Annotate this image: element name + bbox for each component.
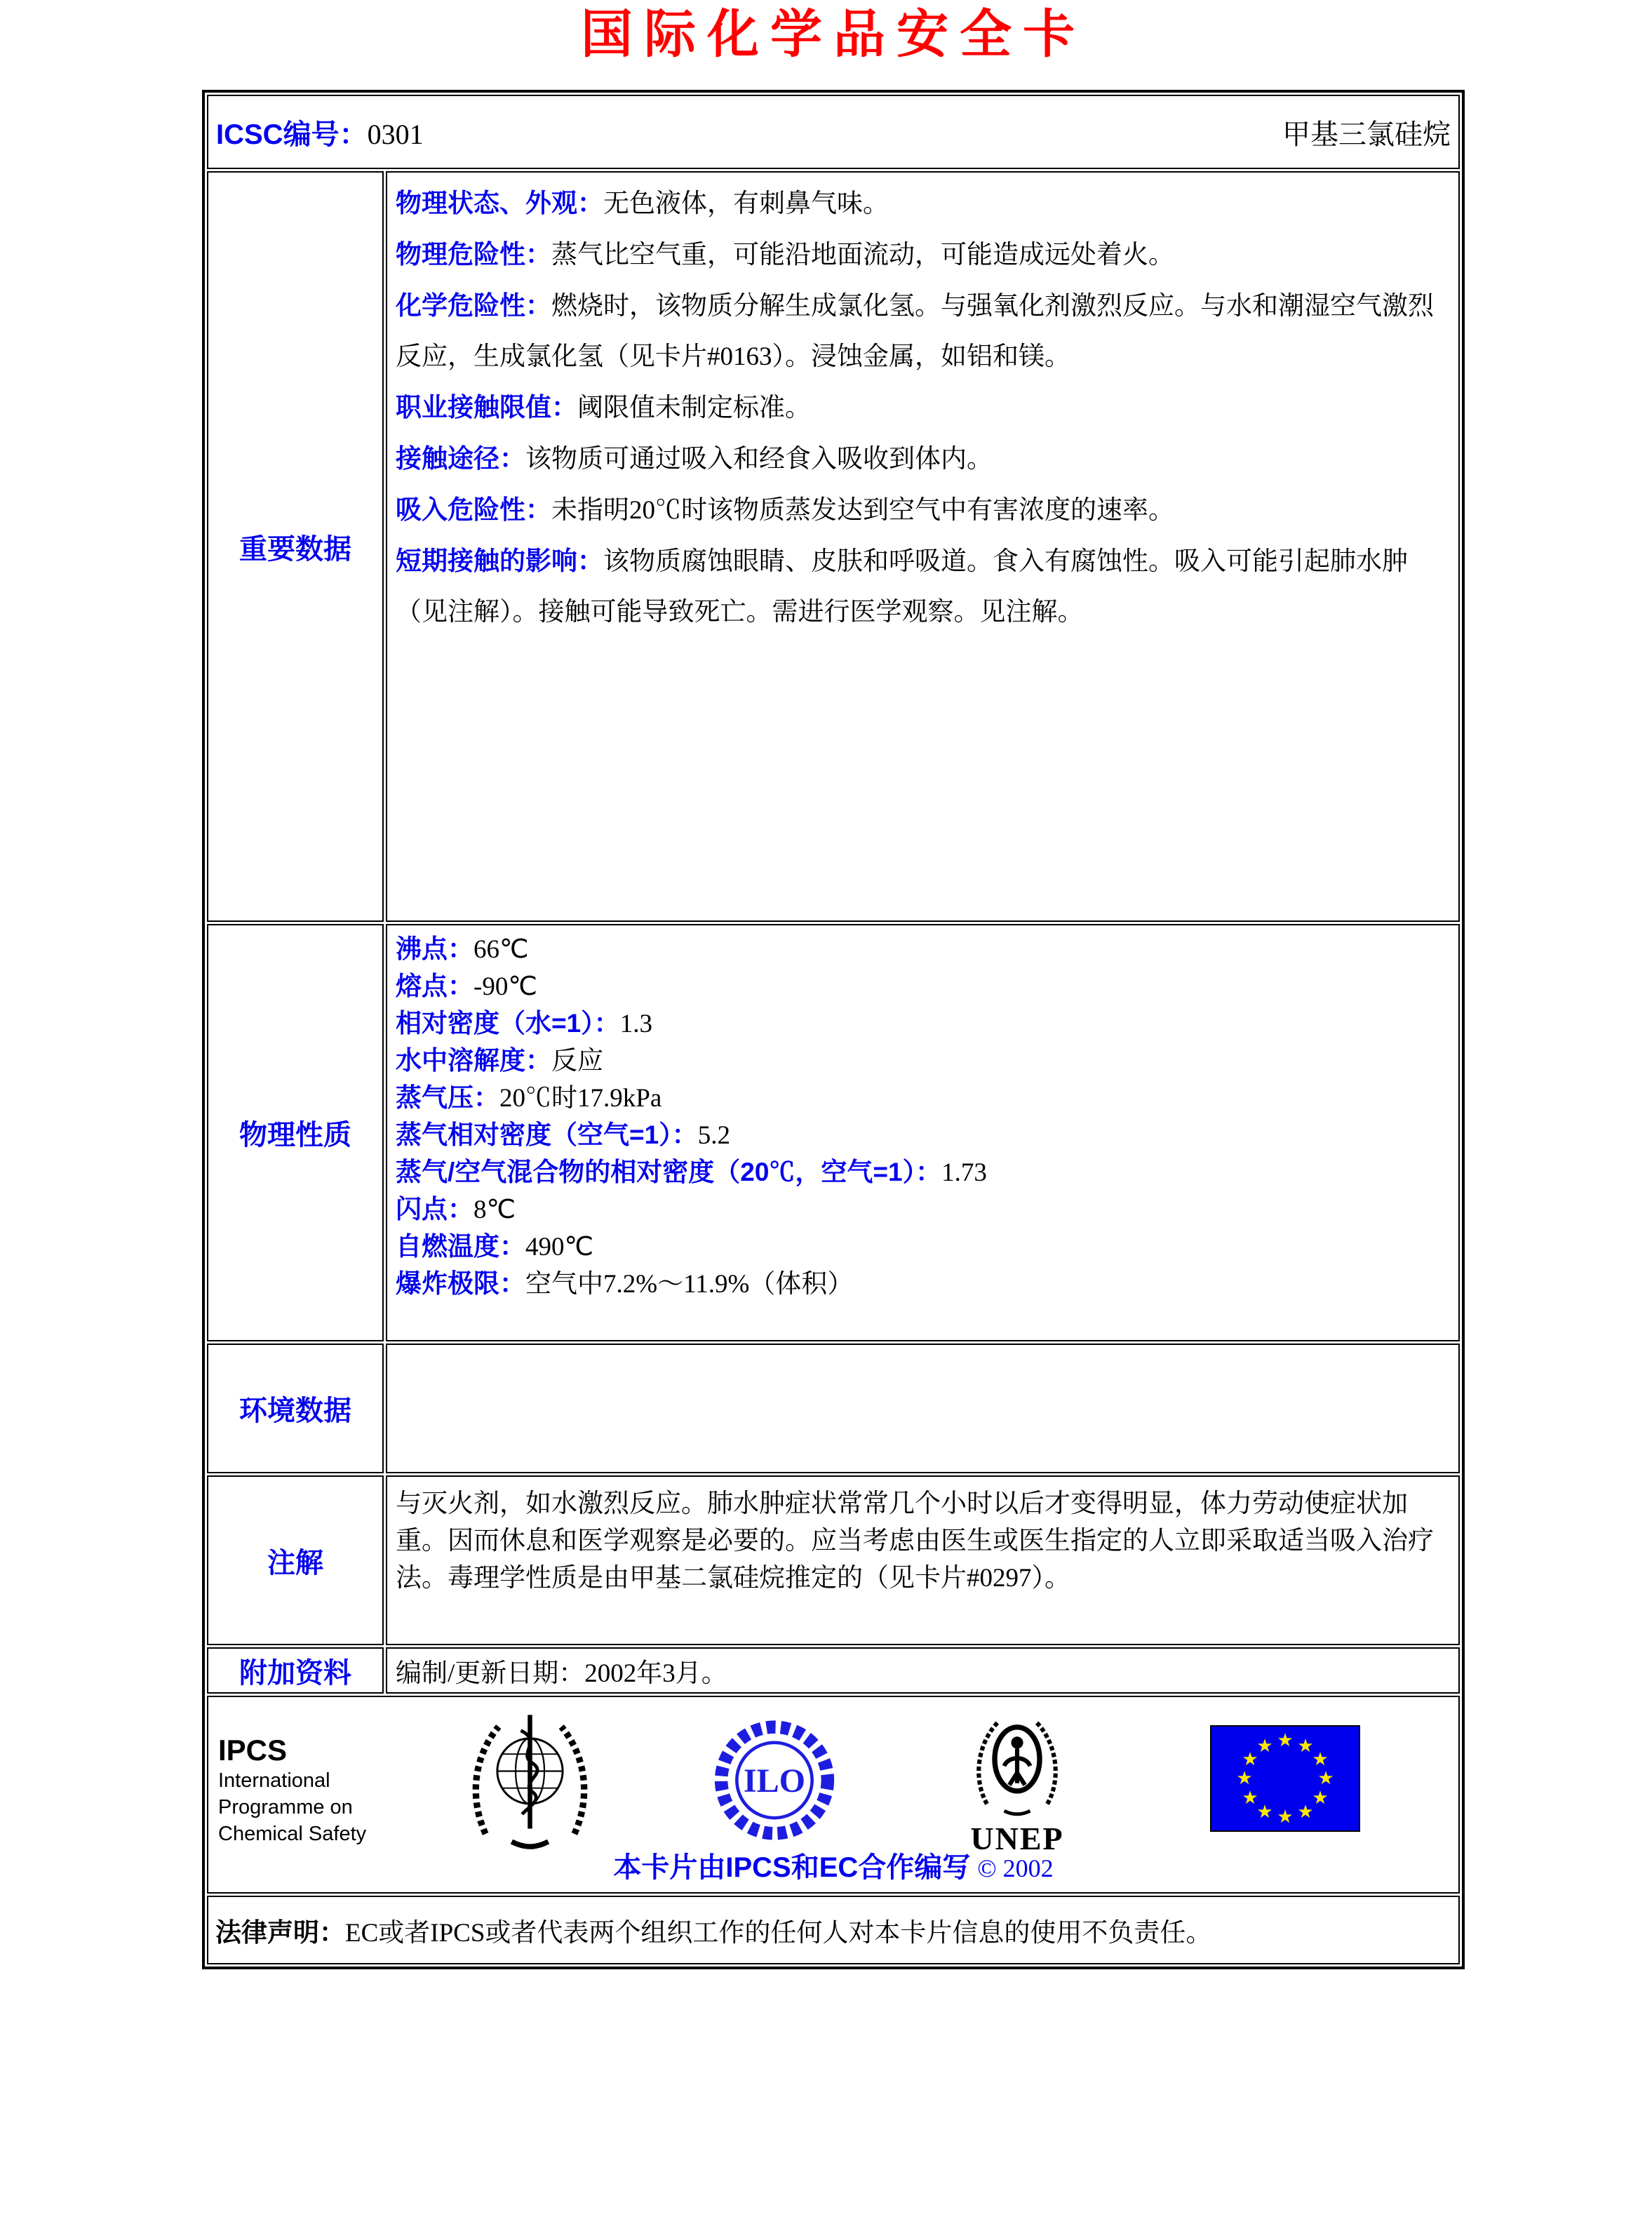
caption-text: 本卡片由IPCS和EC合作编写: [613, 1852, 971, 1883]
legal-row: [207, 1896, 1460, 1964]
item-label: 短期接触的影响：: [396, 547, 603, 575]
ipcs-name-line: International: [218, 1769, 330, 1793]
eu-star: ★: [1312, 1749, 1329, 1770]
item-text: 阈限值未制定标准。: [577, 394, 811, 422]
copyright-text: © 2002: [977, 1854, 1054, 1882]
icsc-number-group: [216, 112, 424, 152]
item-label: 接触途径：: [396, 444, 525, 473]
ipcs-name-line: Programme on: [218, 1796, 353, 1819]
item-text: 未指明20℃时该物质蒸发达到空气中有害浓度的速率。: [551, 496, 1174, 525]
header-cell: [207, 95, 1460, 169]
item-label: 蒸气压：: [396, 1083, 499, 1112]
eu-star: ★: [1242, 1788, 1258, 1809]
physical-properties-row: [207, 924, 1460, 1341]
physical-property-item: [396, 1117, 1450, 1154]
physical-property-item: [396, 1005, 1450, 1043]
item-label: 爆炸极限：: [396, 1269, 525, 1298]
item-label: 水中溶解度：: [396, 1046, 551, 1075]
item-label: 吸入危险性：: [396, 495, 551, 524]
item-text: 5.2: [697, 1121, 730, 1150]
row-label-additional-info: 附加资料: [207, 1647, 384, 1694]
item-text: 该物质可通过吸入和经食入吸收到体内。: [525, 445, 993, 474]
footer-caption: [208, 1845, 1458, 1885]
icsc-card-table: [202, 90, 1465, 1969]
environmental-data-row: [207, 1344, 1460, 1473]
item-label: 化学危险性：: [396, 291, 551, 320]
item-text: 1.73: [941, 1158, 987, 1187]
important-data-item: [396, 536, 1450, 638]
icsc-number-label: ICSC编号：: [216, 119, 368, 150]
physical-property-item: [396, 1266, 1450, 1303]
physical-property-item: [396, 968, 1450, 1005]
header-row: [207, 95, 1460, 169]
environmental-data-content: [386, 1344, 1460, 1473]
item-text: 空气中7.2%～11.9%（体积）: [525, 1270, 854, 1299]
item-text: -90℃: [474, 972, 537, 1001]
additional-info-content: 编制/更新日期：2002年3月。: [386, 1647, 1460, 1694]
logos-cell: [207, 1696, 1460, 1894]
row-label-environmental-data: 环境数据: [207, 1344, 384, 1473]
unep-label: UNEP: [970, 1821, 1064, 1856]
physical-property-item: [396, 931, 1450, 968]
page-title: 国际化学品安全卡: [581, 5, 1086, 63]
eu-flag-icon: [1210, 1725, 1360, 1835]
eu-star: ★: [1277, 1730, 1294, 1751]
item-text: 66℃: [474, 935, 529, 964]
important-data-row: [207, 171, 1460, 922]
item-text: 490℃: [525, 1233, 594, 1261]
item-label: 职业接触限值：: [396, 393, 577, 422]
eu-star: ★: [1236, 1768, 1253, 1789]
legal-text: EC或者IPCS或者代表两个组织工作的任何人对本卡片信息的使用不负责任。: [345, 1919, 1212, 1948]
notes-text: 与灭火剂，如水激烈反应。肺水肿症状常常几个小时以后才变得明显，体力劳动使症状加重。因而休息和医学观察是必要的。应当考虑由医生或医生指定的人立即采取适当吸入治疗法。毒理学性质是由甲基二氯硅烷推定的（见卡片#0297）。: [396, 1489, 1434, 1593]
row-label-notes: 注解: [207, 1475, 384, 1645]
important-data-item: [396, 178, 1450, 229]
who-emblem-icon: [458, 1708, 602, 1856]
item-text: 20℃时17.9kPa: [499, 1084, 662, 1113]
row-label-physical-properties: 物理性质: [207, 924, 384, 1341]
unep-emblem-icon: [958, 1706, 1077, 1855]
important-data-content: [386, 171, 1460, 922]
item-label: 物理状态、外观：: [396, 189, 603, 217]
eu-star: ★: [1297, 1736, 1314, 1757]
eu-star: ★: [1256, 1802, 1273, 1823]
chemical-name: 甲基三氯硅烷: [1282, 118, 1451, 150]
item-text: 蒸气比空气重，可能沿地面流动，可能造成远处着火。: [551, 241, 1174, 269]
legal-label: 法律声明：: [215, 1918, 345, 1947]
important-data-item: [396, 229, 1450, 281]
physical-property-item: [396, 1228, 1450, 1266]
item-label: 闪点：: [396, 1195, 474, 1224]
item-label: 沸点：: [396, 935, 474, 963]
logos-row: [207, 1696, 1460, 1894]
ipcs-wordmark: [218, 1734, 366, 1847]
legal-cell: [207, 1896, 1460, 1964]
important-data-item: [396, 382, 1450, 434]
item-text: 燃烧时，该物质分解生成氯化氢。与强氧化剂激烈反应。与水和潮湿空气激烈反应，生成氯化氢（见卡片#0163）。浸蚀金属，如铝和镁。: [396, 292, 1434, 371]
physical-property-item: [396, 1080, 1450, 1117]
physical-property-item: [396, 1191, 1450, 1228]
item-label: 蒸气相对密度（空气=1）：: [396, 1120, 698, 1149]
eu-star: ★: [1317, 1768, 1334, 1789]
eu-star: ★: [1256, 1736, 1273, 1757]
item-label: 熔点：: [396, 972, 474, 1000]
item-label: 物理危险性：: [396, 240, 551, 269]
item-label: 自燃温度：: [396, 1232, 525, 1261]
physical-property-item: [396, 1154, 1450, 1191]
important-data-item: [396, 485, 1450, 536]
ipcs-name-line: Chemical Safety: [218, 1823, 367, 1846]
eu-star: ★: [1242, 1749, 1258, 1770]
icsc-number-value: 0301: [367, 118, 424, 150]
item-label: 相对密度（水=1）：: [396, 1009, 620, 1038]
item-label: 蒸气/空气混合物的相对密度（20℃，空气=1）：: [396, 1158, 942, 1186]
additional-info-row: [207, 1647, 1460, 1694]
notes-content: [386, 1475, 1460, 1645]
ipcs-acronym: IPCS: [218, 1734, 288, 1767]
row-label-important-data: 重要数据: [207, 171, 384, 922]
eu-star: ★: [1297, 1802, 1314, 1823]
important-data-item: [396, 281, 1450, 382]
ilo-emblem-icon: [708, 1715, 841, 1849]
item-text: 反应: [551, 1047, 603, 1076]
item-text: 1.3: [619, 1010, 652, 1038]
item-text: 该物质腐蚀眼睛、皮肤和呼吸道。食入有腐蚀性。吸入可能引起肺水肿（见注解）。接触可能导致死亡。需进行医学观察。见注解。: [396, 547, 1408, 627]
notes-row: [207, 1475, 1460, 1645]
eu-star: ★: [1277, 1807, 1294, 1828]
important-data-item: [396, 434, 1450, 485]
physical-properties-content: [386, 924, 1460, 1341]
item-text: 无色液体，有刺鼻气味。: [603, 189, 889, 218]
eu-star: ★: [1312, 1788, 1329, 1809]
physical-property-item: [396, 1043, 1450, 1080]
ilo-monogram: ILO: [743, 1762, 806, 1800]
item-text: 8℃: [474, 1195, 516, 1224]
